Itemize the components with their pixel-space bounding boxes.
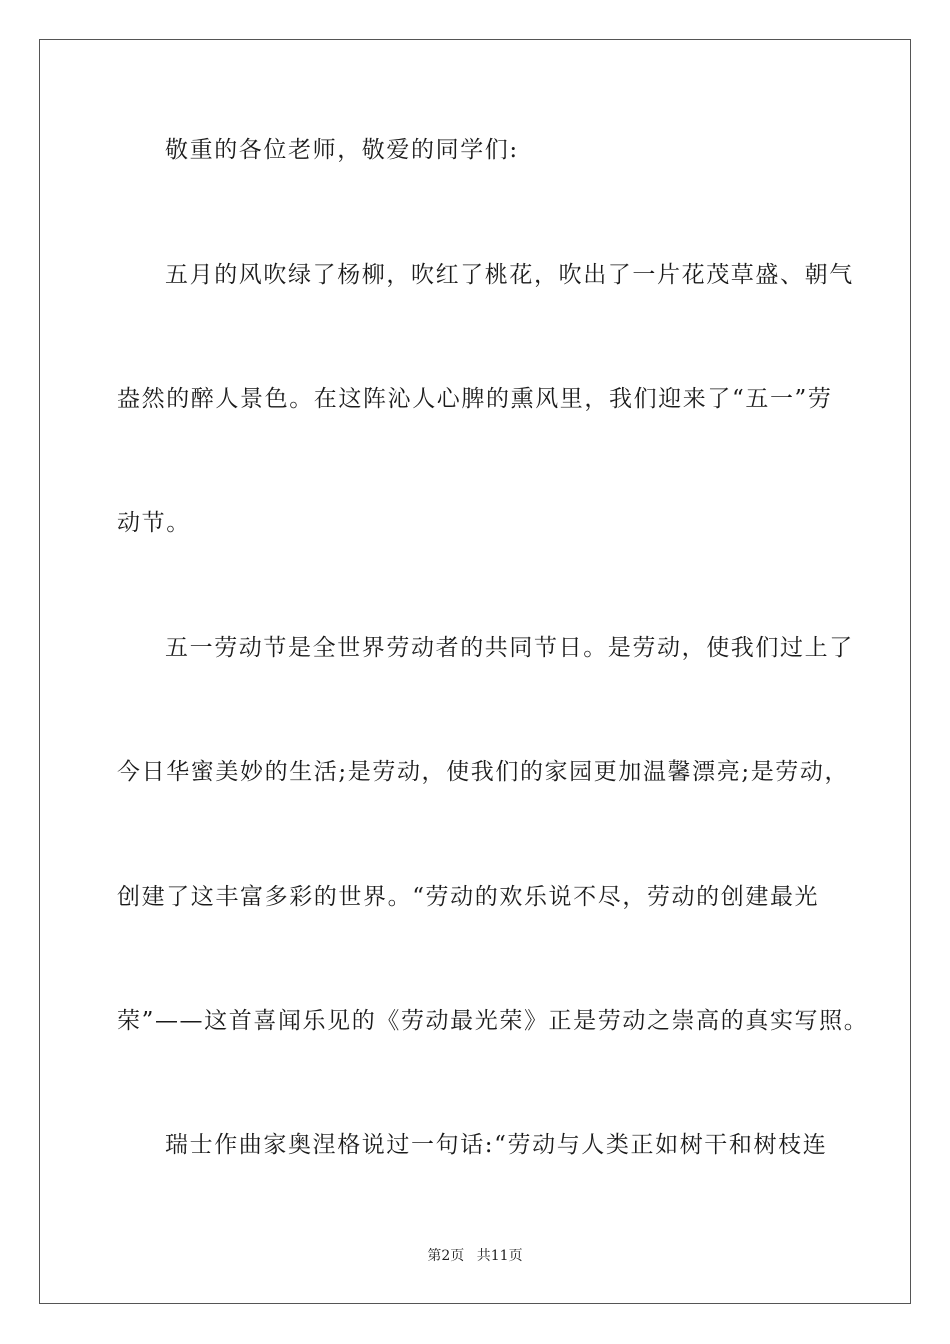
paragraph-line: 荣”——这首喜闻乐见的《劳动最光荣》正是劳动之崇高的真实写照。 <box>117 1008 869 1034</box>
salutation: 敬重的各位老师，敬爱的同学们: <box>165 137 519 163</box>
paragraph-line: 盎然的醉人景色。在这阵沁人心脾的熏风里，我们迎来了“五一”劳 <box>117 386 833 412</box>
page-number: 第2页 <box>427 1248 465 1264</box>
paragraph-line: 五一劳动节是全世界劳动者的共同节日。是劳动，使我们过上了 <box>165 635 854 661</box>
paragraph-line: 今日华蜜美妙的生活;是劳动，使我们的家园更加温馨漂亮;是劳动， <box>117 759 850 785</box>
page-footer <box>0 1245 950 1265</box>
paragraph-line: 动节。 <box>117 510 191 536</box>
page-total: 共11页 <box>476 1248 523 1264</box>
paragraph-line: 创建了这丰富多彩的世界。“劳动的欢乐说不尽，劳动的创建最光 <box>117 884 820 910</box>
paragraph-line: 五月的风吹绿了杨柳，吹红了桃花，吹出了一片花茂草盛、朝气 <box>165 262 854 288</box>
page-border <box>39 39 911 1304</box>
paragraph-line: 瑞士作曲家奥涅格说过一句话:“劳动与人类正如树干和树枝连 <box>165 1132 828 1158</box>
